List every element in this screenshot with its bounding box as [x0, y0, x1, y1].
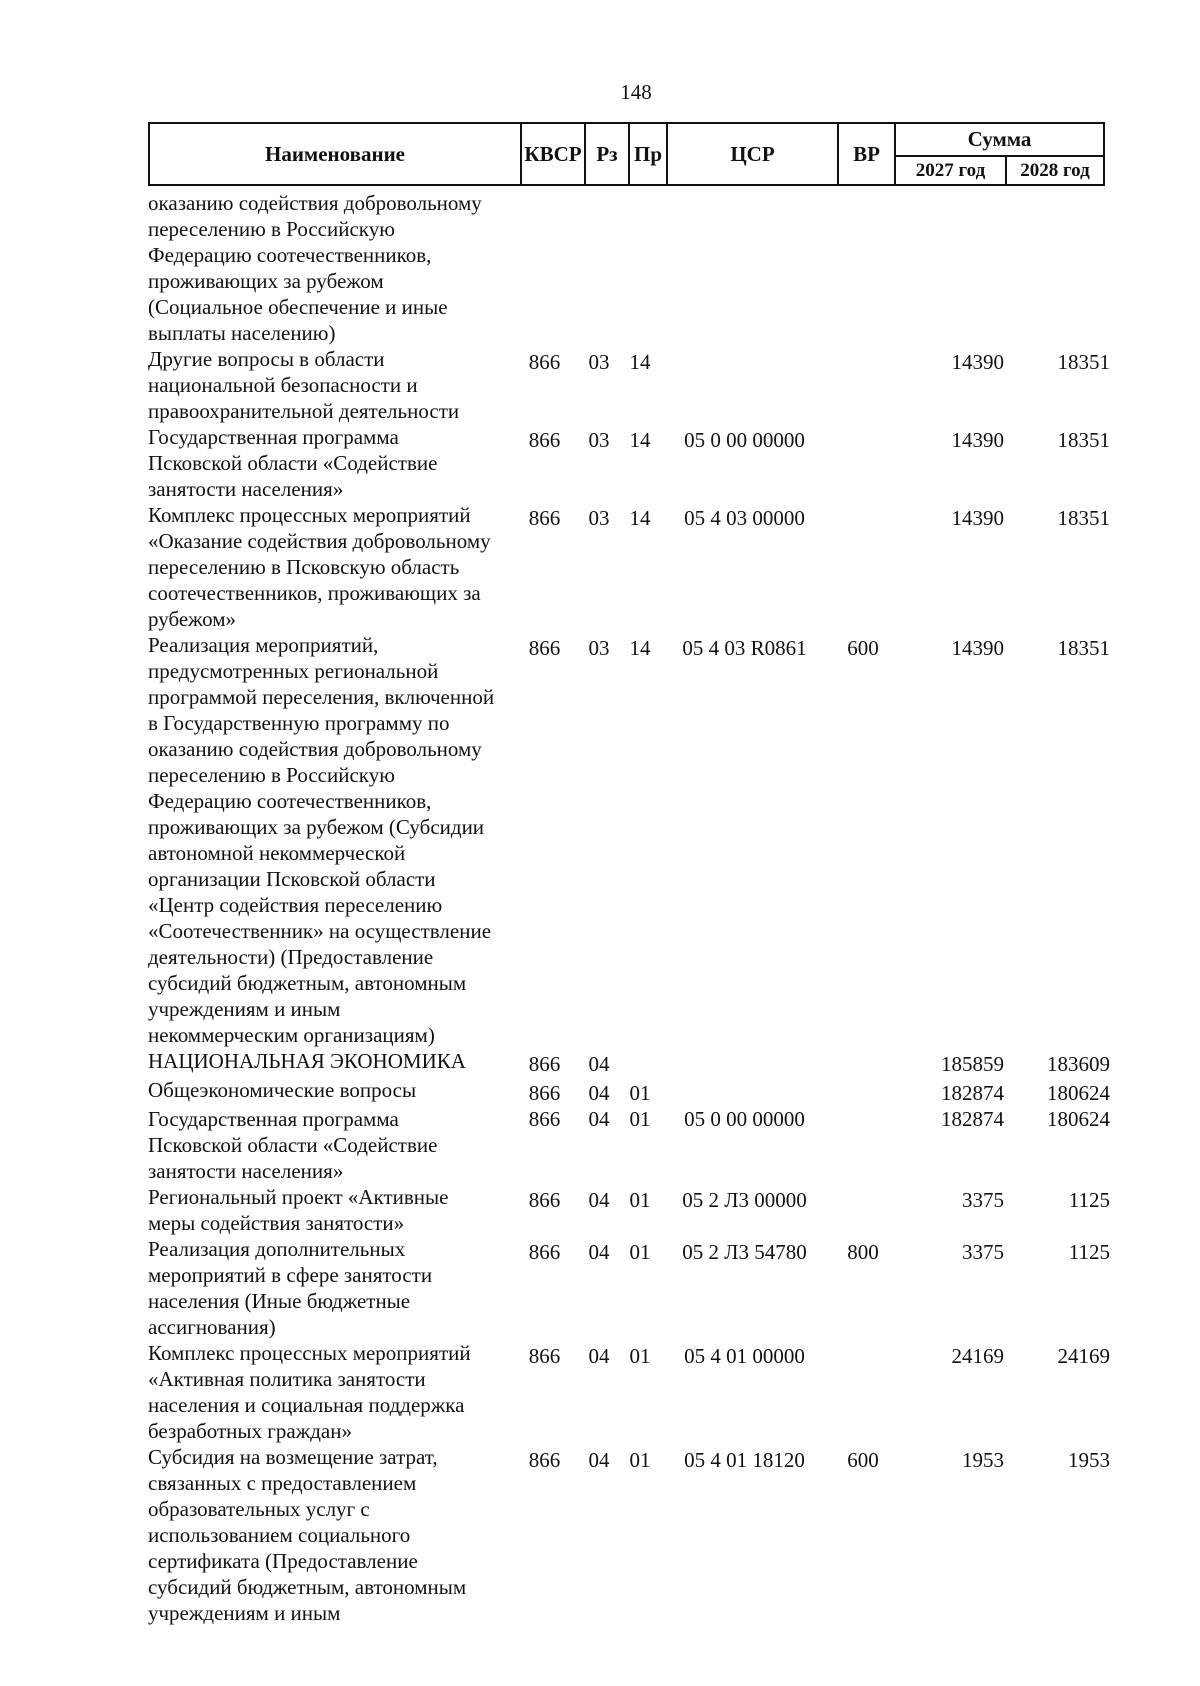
row-sum-2028: 18351 [1057, 428, 1110, 452]
row-rz: 04 [588, 1081, 610, 1105]
table-row [148, 190, 1110, 346]
row-kvsr: 866 [528, 1188, 561, 1212]
row-name: Государственная программа Псковской области «Содействие занятости населения» [148, 1107, 438, 1183]
row-name: Государственная программа Псковской области «Содействие занятости населения» [148, 425, 438, 501]
table-row [148, 1340, 1110, 1444]
table-body [148, 190, 1110, 1626]
row-pr: 01 [629, 1344, 651, 1368]
row-name: Региональный проект «Активные меры содействия занятости» [148, 1185, 449, 1235]
header-pr: Пр [629, 123, 667, 185]
table-row [148, 346, 1110, 424]
row-name: Субсидия на возмещение затрат, связанных с предоставлением образовательных услуг с использованием социального сертификата (Предоставление субсидий бюджетным, автономным учреждениям и иным [148, 1445, 467, 1625]
row-csr [659, 1048, 830, 1051]
row-name: Реализация мероприятий, предусмотренных региональной программой переселения, включенной в Государственную программу по оказанию содействия добровольному переселению в Российскую Федерацию соотечественников, проживающих за рубежом (Субсидии автономной некоммерческой организации Псковской области «Центр содействия переселению «Соотечественник» на осуществление деятельности) (Предоставление субсидий бюджетным, автономным учреждениям и иным некоммерческим организациям) [148, 633, 495, 1047]
row-rz: 04 [588, 1240, 610, 1264]
table-row [148, 1048, 1110, 1077]
row-vr [830, 1048, 896, 1051]
table-row [148, 1184, 1110, 1236]
row-rz: 04 [588, 1107, 610, 1131]
row-sum-2028: 183609 [1047, 1052, 1110, 1076]
row-sum-2028: 18351 [1057, 636, 1110, 660]
row-csr: 05 4 03 R0861 [682, 636, 807, 660]
row-sum-2028: 24169 [1057, 1344, 1110, 1368]
row-name: Комплекс процессных мероприятий «Оказание содействия добровольному переселению в Псковскую область соотечественников, проживающих за рубежом» [148, 503, 491, 631]
row-pr: 01 [629, 1081, 651, 1105]
row-sum-2027: 3375 [962, 1240, 1004, 1264]
row-vr [830, 502, 896, 505]
table-row [148, 1444, 1110, 1626]
row-kvsr: 866 [528, 1052, 561, 1076]
header-sum: Сумма [895, 123, 1104, 156]
row-name: Общеэкономические вопросы [148, 1078, 417, 1102]
row-csr: 05 4 01 18120 [684, 1448, 805, 1472]
header-name: Наименование [149, 123, 521, 185]
row-kvsr: 866 [528, 506, 561, 530]
row-pr: 01 [629, 1107, 651, 1131]
row-csr: 05 0 00 00000 [684, 428, 805, 452]
row-pr: 14 [629, 350, 651, 374]
row-kvsr: 866 [528, 1344, 561, 1368]
row-kvsr: 866 [528, 636, 561, 660]
row-sum-2028: 1125 [1068, 1188, 1110, 1212]
row-rz: 03 [588, 428, 610, 452]
row-kvsr: 866 [528, 1081, 561, 1105]
row-kvsr: 866 [528, 350, 561, 374]
table-row [148, 502, 1110, 632]
row-name: Реализация дополнительных мероприятий в сфере занятости населения (Иные бюджетные ассигнования) [148, 1237, 433, 1339]
row-sum-2027: 14390 [951, 506, 1004, 530]
row-vr: 600 [847, 636, 879, 660]
row-vr [830, 424, 896, 427]
row-name: Комплекс процессных мероприятий «Активная политика занятости населения и социальная поддержка безработных граждан» [148, 1341, 471, 1443]
row-name: Другие вопросы в области национальной безопасности и правоохранительной деятельности [148, 347, 460, 423]
row-sum-2028: 180624 [1047, 1107, 1110, 1131]
row-rz: 03 [588, 350, 610, 374]
row-rz: 04 [588, 1052, 610, 1076]
row-pr: 14 [629, 636, 651, 660]
row-rz: 04 [588, 1448, 610, 1472]
row-sum-2027: 1953 [962, 1448, 1004, 1472]
row-pr: 14 [629, 506, 651, 530]
row-csr: 05 4 01 00000 [684, 1344, 805, 1368]
row-vr [830, 346, 896, 349]
row-csr [659, 1077, 830, 1080]
row-csr: 05 4 03 00000 [684, 506, 805, 530]
row-sum-2028: 18351 [1057, 350, 1110, 374]
row-vr [830, 1340, 896, 1343]
table-row [148, 632, 1110, 1048]
row-rz: 04 [588, 1344, 610, 1368]
table-row [148, 1077, 1110, 1106]
row-pr: 01 [629, 1188, 651, 1212]
row-vr [830, 1184, 896, 1187]
row-vr [830, 1077, 896, 1080]
row-rz: 03 [588, 636, 610, 660]
row-sum-2027: 24169 [951, 1344, 1004, 1368]
table-header [148, 122, 1105, 186]
row-name: оказанию содействия добровольному переселению в Российскую Федерацию соотечественников, проживающих за рубежом (Социальное обеспечение и иные выплаты населению) [148, 191, 482, 345]
row-sum-2027: 14390 [951, 350, 1004, 374]
table-row [148, 1106, 1110, 1184]
table-row [148, 1236, 1110, 1340]
page-number: 148 [620, 80, 652, 104]
row-sum-2028: 180624 [1047, 1081, 1110, 1105]
row-sum-2027: 14390 [951, 428, 1004, 452]
row-sum-2027: 185859 [941, 1052, 1004, 1076]
row-kvsr: 866 [528, 1448, 561, 1472]
row-pr: 14 [629, 428, 651, 452]
row-sum-2027: 182874 [941, 1081, 1004, 1105]
header-year-2028: 2028 год [1006, 156, 1104, 185]
row-sum-2027: 14390 [951, 636, 1004, 660]
row-kvsr: 866 [528, 428, 561, 452]
row-name: НАЦИОНАЛЬНАЯ ЭКОНОМИКА [148, 1049, 466, 1073]
row-pr: 01 [629, 1448, 651, 1472]
row-pr: 01 [629, 1240, 651, 1264]
row-vr: 600 [847, 1448, 879, 1472]
row-rz: 03 [588, 506, 610, 530]
row-sum-2028: 1953 [1068, 1448, 1110, 1472]
row-sum-2028: 1125 [1068, 1240, 1110, 1264]
header-vr: ВР [838, 123, 895, 185]
header-kvsr: КВСР [521, 123, 585, 185]
row-csr: 05 2 Л3 00000 [682, 1188, 807, 1212]
row-rz: 04 [588, 1188, 610, 1212]
header-rz: Рз [585, 123, 629, 185]
row-sum-2027: 182874 [941, 1107, 1004, 1131]
row-kvsr: 866 [528, 1240, 561, 1264]
row-sum-2027: 3375 [962, 1188, 1004, 1212]
table-row [148, 424, 1110, 502]
row-sum-2028: 18351 [1057, 506, 1110, 530]
row-kvsr: 866 [528, 1107, 561, 1131]
row-csr: 05 2 Л3 54780 [682, 1240, 807, 1264]
row-vr: 800 [847, 1240, 879, 1264]
row-csr: 05 0 00 00000 [684, 1107, 805, 1131]
header-csr: ЦСР [667, 123, 838, 185]
row-csr [659, 346, 830, 349]
header-year-2027: 2027 год [895, 156, 1006, 185]
row-pr [621, 1048, 659, 1051]
